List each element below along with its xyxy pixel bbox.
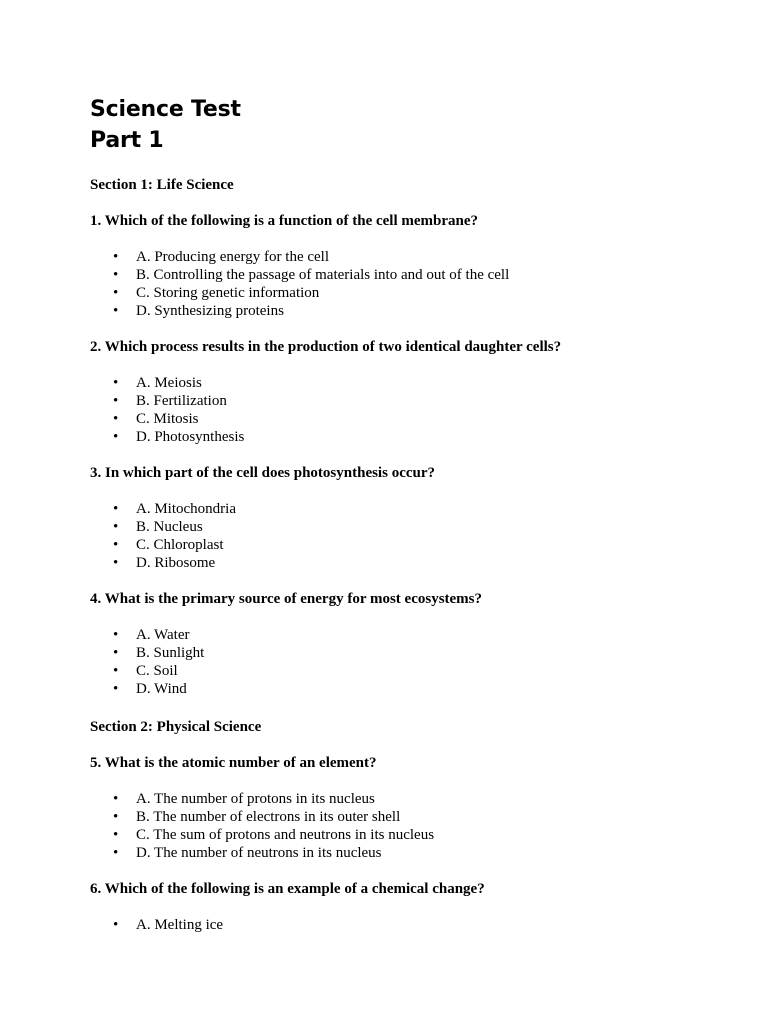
question-text: 3. In which part of the cell does photosynthesis occur? [90, 465, 436, 481]
option-text: C. Soil [136, 663, 178, 679]
answer-option [90, 428, 730, 446]
question-text: 5. What is the atomic number of an element? [90, 755, 377, 771]
question-block [90, 880, 730, 934]
bullet-icon: • [113, 791, 119, 807]
answer-option [90, 844, 730, 862]
answer-options [90, 248, 730, 320]
bullet-icon: • [113, 501, 119, 517]
option-text: D. Wind [136, 681, 187, 697]
option-text: A. Water [136, 627, 190, 643]
option-text: D. Ribosome [136, 555, 216, 571]
bullet-icon: • [113, 537, 119, 553]
option-text: A. Mitochondria [136, 501, 236, 517]
option-text: A. Melting ice [136, 917, 224, 933]
bullet-icon: • [113, 393, 119, 409]
answer-options [90, 374, 730, 446]
question-block [90, 212, 730, 320]
answer-options [90, 790, 730, 862]
option-text: C. The sum of protons and neutrons in its nucleus [136, 827, 435, 843]
answer-option [90, 808, 730, 826]
answer-option [90, 916, 730, 934]
answer-options [90, 500, 730, 572]
answer-option [90, 536, 730, 554]
answer-option [90, 790, 730, 808]
question-text: 2. Which process results in the production of two identical daughter cells? [90, 339, 562, 355]
bullet-icon: • [113, 267, 119, 283]
bullet-icon: • [113, 845, 119, 861]
section-heading: Section 2: Physical Science [90, 719, 262, 735]
answer-option [90, 826, 730, 844]
question-block [90, 754, 730, 862]
option-text: D. The number of neutrons in its nucleus [136, 845, 382, 861]
bullet-icon: • [113, 555, 119, 571]
answer-option [90, 626, 730, 644]
option-text: A. The number of protons in its nucleus [136, 791, 375, 807]
question-text: 1. Which of the following is a function of the cell membrane? [90, 213, 479, 229]
bullet-icon: • [113, 809, 119, 825]
document-page [90, 94, 730, 934]
bullet-icon: • [113, 429, 119, 445]
bullet-icon: • [113, 827, 119, 843]
bullet-icon: • [113, 303, 119, 319]
option-text: A. Meiosis [136, 375, 202, 391]
answer-option [90, 266, 730, 284]
question-text: 6. Which of the following is an example of a chemical change? [90, 881, 485, 897]
answer-option [90, 554, 730, 572]
question-block [90, 590, 730, 698]
answer-option [90, 680, 730, 698]
bullet-icon: • [113, 285, 119, 301]
bullet-icon: • [113, 411, 119, 427]
answer-option [90, 500, 730, 518]
document-title: Science Test [90, 97, 241, 122]
answer-option [90, 392, 730, 410]
document-subtitle: Part 1 [90, 128, 164, 153]
bullet-icon: • [113, 375, 119, 391]
option-text: D. Photosynthesis [136, 429, 245, 445]
answer-option [90, 284, 730, 302]
question-block [90, 464, 730, 572]
bullet-icon: • [113, 627, 119, 643]
option-text: C. Mitosis [136, 411, 199, 427]
answer-option [90, 410, 730, 428]
question-text: 4. What is the primary source of energy for most ecosystems? [90, 591, 483, 607]
option-text: A. Producing energy for the cell [136, 249, 330, 265]
bullet-icon: • [113, 519, 119, 535]
option-text: D. Synthesizing proteins [136, 303, 284, 319]
answer-option [90, 518, 730, 536]
option-text: B. The number of electrons in its outer shell [136, 809, 401, 825]
answer-option [90, 644, 730, 662]
bullet-icon: • [113, 645, 119, 661]
bullet-icon: • [113, 249, 119, 265]
question-block [90, 338, 730, 446]
option-text: B. Sunlight [136, 645, 205, 661]
answer-option [90, 248, 730, 266]
bullet-icon: • [113, 681, 119, 697]
option-text: C. Storing genetic information [136, 285, 320, 301]
section-physical-science [90, 718, 730, 934]
answer-option [90, 374, 730, 392]
section-heading: Section 1: Life Science [90, 177, 234, 193]
answer-option [90, 302, 730, 320]
option-text: C. Chloroplast [136, 537, 224, 553]
bullet-icon: • [113, 663, 119, 679]
answer-option [90, 662, 730, 680]
option-text: B. Nucleus [136, 519, 203, 535]
option-text: B. Controlling the passage of materials into and out of the cell [136, 267, 510, 283]
option-text: B. Fertilization [136, 393, 227, 409]
answer-options [90, 626, 730, 698]
bullet-icon: • [113, 917, 119, 933]
section-life-science [90, 176, 730, 698]
answer-options [90, 916, 730, 934]
